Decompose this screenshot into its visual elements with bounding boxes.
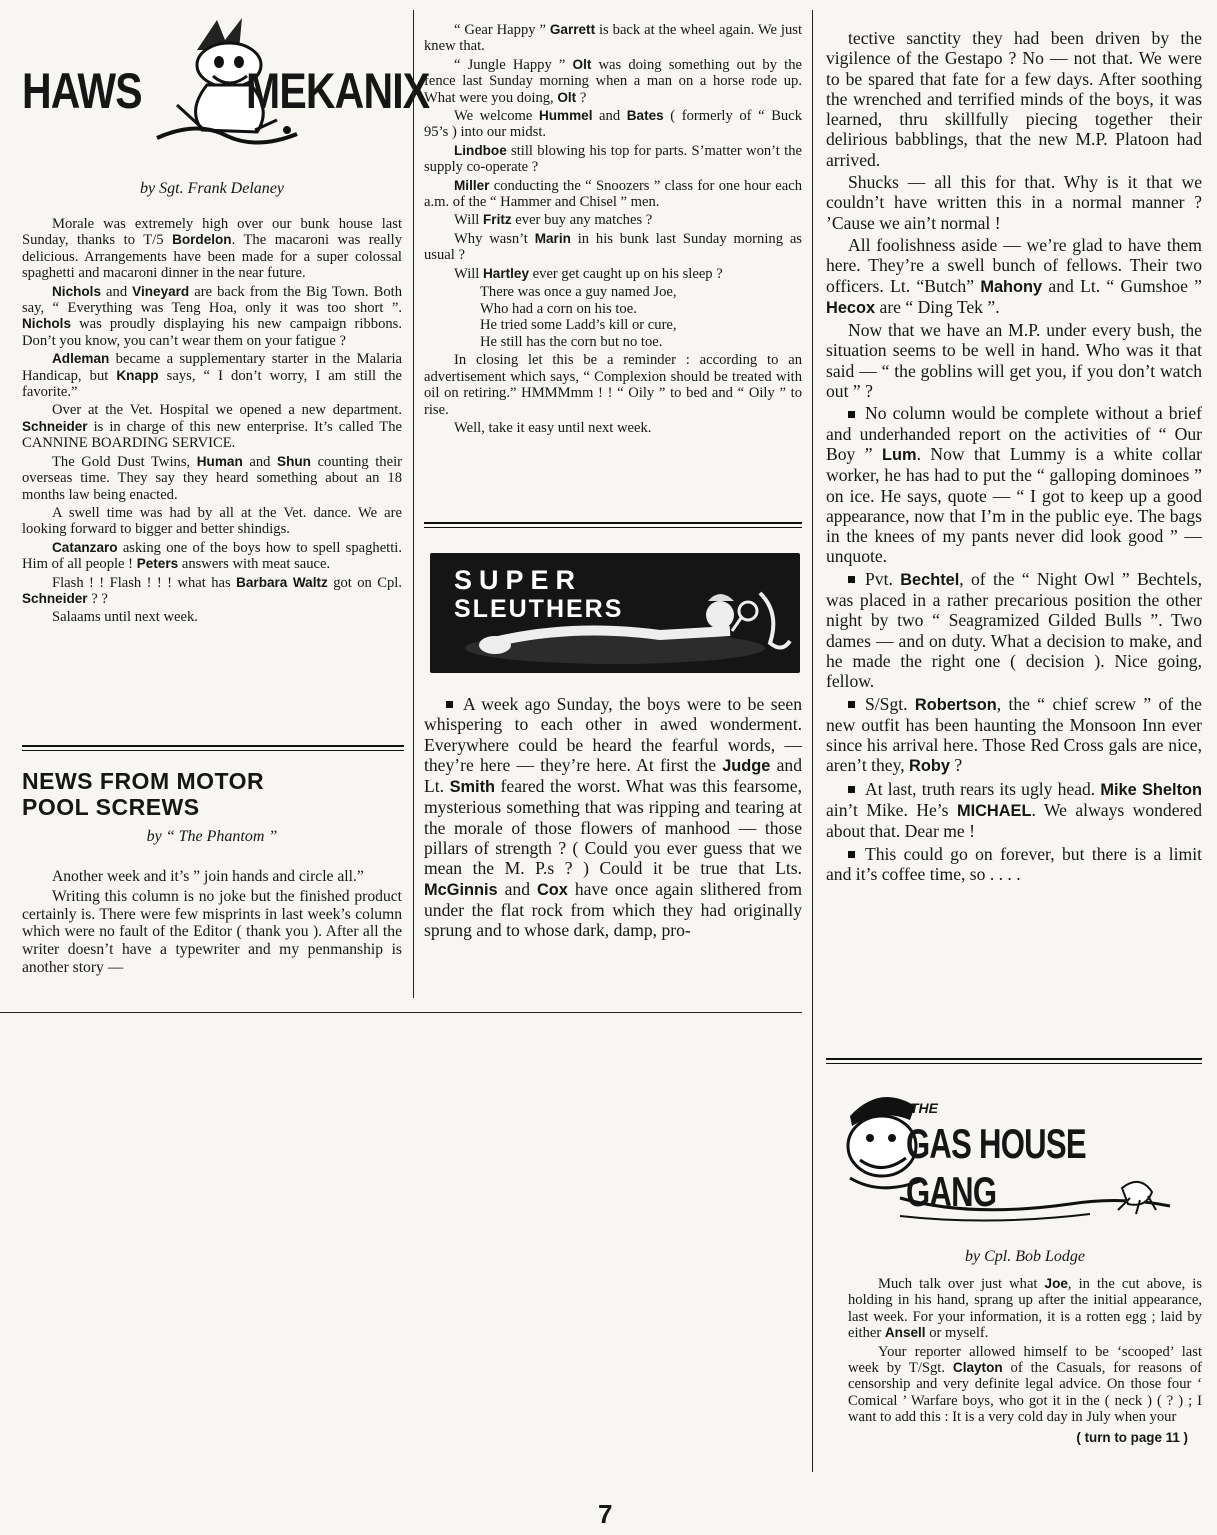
text-run: in his bunk last Sunday morning as usual ? — [424, 230, 802, 264]
text-run: A swell time was had by all at the Vet. dance. We are looking forward to bigger and better shindigs. — [22, 504, 402, 538]
article-paragraph — [424, 420, 802, 436]
bold-name: Lindboe — [454, 142, 507, 158]
article-paragraph — [424, 143, 802, 176]
text-run: “ Jungle Happy ” — [454, 56, 573, 73]
text-run: became a supplementary starter in the Malaria Handicap, but — [22, 351, 402, 384]
bold-name: Catanzaro — [52, 539, 118, 555]
super-sleuthers-banner — [430, 553, 800, 673]
text-run: We welcome — [454, 108, 539, 125]
text-run: Shucks — all this for that. Why is it that we couldn’t have written this in a normal manner ? ’Cause we ain’t normal ! — [826, 172, 1202, 233]
article-paragraph — [424, 266, 802, 282]
text-run: feared the worst. What was this fearsome, mysterious something that was ripping and tearing at the morale of those flowers of manhood — those pillars of strength ? ( Could you ever guess that we mean the M. P.s ? ) Could it be true that Lts. — [424, 776, 803, 879]
bold-name: Bordelon — [172, 232, 232, 248]
text-run: and Lt. “ Gumshoe ” — [1042, 275, 1202, 296]
bold-name: Barbara Waltz — [236, 574, 328, 590]
article-paragraph — [22, 505, 402, 538]
bold-name: Roby — [909, 757, 950, 776]
text-run: ? — [576, 89, 587, 106]
article-paragraph — [424, 212, 802, 228]
article-paragraph — [22, 888, 402, 977]
bold-name: Bechtel — [900, 570, 960, 589]
bold-name: Smith — [449, 778, 496, 797]
poem-line: He tried some Ladd’s kill or cure, — [480, 317, 677, 334]
article-paragraph — [848, 1276, 1202, 1342]
text-run: of the Casuals, for reasons of censorship and very definite legal advice. On those four ‘ Comical ’ Warfare boys, who got it in the ( neck ) ( ? ) ; I want to add this : It is a very cold day in July when your — [848, 1360, 1202, 1426]
article-paragraph — [22, 609, 402, 625]
article-paragraph — [22, 402, 402, 451]
col2-article-body-closing — [424, 352, 802, 436]
article-paragraph — [22, 575, 402, 608]
bold-name: Joe — [1044, 1276, 1068, 1291]
sleuthers-section — [424, 694, 802, 943]
article-paragraph — [826, 28, 1202, 170]
poem-line: He still has the corn but no toe. — [480, 333, 663, 350]
page-bottom-rule — [0, 1012, 802, 1013]
bold-name: Hecox — [826, 298, 876, 317]
text-run: is back at the wheel again. We just knew that. — [424, 22, 802, 55]
text-run: ain’t Mike. He’s — [826, 799, 957, 820]
motorpool-headline-line-1: NEWS FROM MOTOR — [22, 768, 265, 794]
text-run: At last, truth rears its ugly head. — [865, 778, 1101, 799]
bold-name: Nichols — [52, 283, 101, 299]
text-run: ? — [949, 755, 963, 776]
turn-to-page-link[interactable]: ( turn to page 11 ) — [1076, 1429, 1188, 1445]
column-divider-2 — [812, 10, 813, 1472]
article-paragraph — [22, 284, 402, 350]
text-run: S/Sgt. — [865, 693, 915, 714]
gashouse-section — [848, 1248, 1202, 1445]
motorpool-section — [22, 768, 402, 979]
text-run: ? ? — [87, 590, 108, 607]
text-run: are “ Ding Tek ”. — [875, 296, 1000, 317]
section-divider-rule — [424, 522, 802, 528]
bold-name: Peters — [136, 556, 179, 572]
text-run: or myself. — [925, 1325, 989, 1342]
sleuthers-article-body — [424, 694, 802, 941]
text-run: says, “ I don’t worry, I am still the favorite.” — [22, 367, 402, 401]
bold-name: Shun — [277, 453, 311, 469]
text-run: and — [592, 108, 627, 125]
text-run: , of the “ Night Owl ” Bechtels, was placed in a rather precarious position the other night by two “ Seagramized Gilded Bulls ”. Two dames — and on duty. What a decision to make, and he made the right one ( decision ). Nice going, fellow. — [826, 568, 1202, 692]
column-divider-1 — [413, 10, 414, 998]
article-paragraph — [826, 694, 1202, 777]
gas-house-gang-banner — [830, 1080, 1200, 1230]
banner-word-sleuthers: SLEUTHERS — [454, 595, 624, 623]
col2-poem — [424, 284, 802, 350]
bold-name: Hummel — [538, 108, 593, 124]
haws-article-body — [22, 216, 402, 626]
bold-name: Schneider — [22, 418, 88, 434]
article-paragraph — [22, 540, 402, 573]
bullet-square-icon — [446, 701, 453, 708]
text-run: All foolishness aside — we’re glad to have them here. They’re a swell bunch of fellows. Their two officers. Lt. “Butch” — [826, 234, 1202, 296]
text-run: Will — [454, 265, 484, 282]
article-paragraph — [826, 320, 1202, 401]
bold-name: Cox — [536, 880, 568, 899]
poem-line: Who had a corn on his toe. — [480, 300, 637, 317]
text-run: was proudly displaying his new campaign ribbons. Don’t you know, you can’t wear them on your fatigue ? — [22, 316, 402, 349]
text-run: Over at the Vet. Hospital we opened a new department. — [52, 402, 402, 419]
text-run: answers with meat sauce. — [178, 556, 331, 573]
article-paragraph — [424, 108, 802, 141]
text-run: Flash ! ! Flash ! ! ! what has — [52, 574, 237, 591]
bullet-square-icon — [848, 786, 855, 793]
text-run: A week ago Sunday, the boys were to be seen whispering to each other in awed wonderment. Everywhere could be heard the fearful words, — they’re here — they’re here. At first the — [424, 694, 802, 775]
text-run: In closing let this be a reminder : according to an advertisement which says, “ Complexion should be treated with oil on retiring.” HMMMmm ! ! “ Oily ” to bed and “ Oily ” to rise. — [424, 352, 802, 418]
bullet-square-icon — [848, 411, 855, 418]
article-paragraph — [826, 569, 1202, 692]
bold-name: Lum — [882, 445, 917, 464]
article-paragraph — [22, 216, 402, 282]
masthead-word-mekanix: MEKANIX — [246, 63, 430, 119]
text-run: Pvt. — [865, 568, 901, 589]
article-paragraph — [848, 1344, 1202, 1426]
bold-name: MICHAEL — [956, 801, 1032, 820]
column-2 — [424, 22, 802, 439]
text-run: No column would be complete without a brief and underhanded report on the activities of “ Our Boy ” — [826, 403, 1202, 464]
banner-word-the: THE — [910, 1100, 938, 1116]
article-paragraph — [826, 844, 1202, 885]
text-run: “ Gear Happy ” — [454, 22, 550, 38]
text-run: ever get caught up on his sleep ? — [529, 265, 723, 282]
bold-name: Fritz — [483, 212, 512, 228]
detective-with-magnifier-icon — [430, 553, 800, 673]
bold-name: Bates — [626, 108, 664, 124]
bold-name: Robertson — [914, 695, 997, 714]
banner-word-super: SUPER — [454, 565, 583, 595]
text-run: . Now that Lummy is a white collar worker, he has had to put the “ galloping dominoes ” on ice. He says, quote — “ I got to keep up a good appearance, now that I’m in the public eye. The bags in the knees of my pants never did look good ” — unquote. — [826, 443, 1202, 567]
text-run: Will — [454, 212, 484, 229]
text-run: asking one of the boys how to spell spaghetti. Him of all people ! — [22, 539, 402, 573]
text-run: conducting the “ Snoozers ” class for one hour each a.m. of the “ Hammer and Chisel ” men. — [424, 177, 802, 211]
gashouse-byline: by Cpl. Bob Lodge — [965, 1248, 1085, 1265]
bullet-square-icon — [848, 851, 855, 858]
bold-name: Nichols — [22, 316, 71, 332]
article-paragraph — [424, 57, 802, 106]
column-3 — [826, 28, 1202, 886]
haws-byline: by Sgt. Frank Delaney — [140, 180, 284, 197]
poem-line: There was once a guy named Joe, — [480, 284, 677, 301]
bold-name: Miller — [454, 177, 490, 193]
bold-name: Marin — [534, 230, 571, 246]
text-run: have once again slithered from under the flat rock from which they had originally sprung and to whose dark, damp, pro- — [424, 878, 803, 941]
bullet-square-icon — [848, 701, 855, 708]
bold-name: Olt — [557, 89, 577, 105]
bold-name: Mahony — [980, 277, 1043, 296]
text-run: Morale was extremely high over our bunk house last Sunday, thanks to T/5 — [22, 216, 402, 249]
text-run: Why wasn’t — [454, 230, 535, 247]
text-run: was doing something out by the fence last Sunday morning when a man on a horse rode up. What were you doing, — [424, 56, 802, 106]
text-run: Your reporter allowed himself to be ‘scooped’ last week by T/Sgt. — [848, 1343, 1202, 1377]
text-run: ever buy any matches ? — [511, 212, 653, 229]
text-run: Writing this column is no joke but the finished product certainly is. There were few misprints in last week’s column which were no fault of the Editor ( thank you ). After all the writer doesn’t have a typewriter and my penmanship is another story — — [22, 887, 402, 976]
article-paragraph — [22, 351, 402, 400]
bold-name: Schneider — [22, 590, 88, 606]
col2-article-body — [424, 22, 802, 282]
text-run: and — [497, 878, 537, 899]
bold-name: Adleman — [52, 351, 110, 367]
bullet-square-icon — [848, 576, 855, 583]
bold-name: Vineyard — [132, 283, 190, 299]
article-paragraph — [826, 403, 1202, 566]
text-run: Another week and it’s ” join hands and circle all.” — [52, 868, 364, 885]
text-run: is in charge of this new enterprise. It’s called The CANNINE BOARDING SERVICE. — [22, 418, 402, 452]
bold-name: McGinnis — [424, 880, 498, 899]
text-run: got on Cpl. — [327, 574, 402, 591]
text-run: counting their overseas time. They say they heard something about an 18 months law being enacted. — [22, 453, 402, 503]
article-paragraph — [826, 779, 1202, 842]
text-run: and — [101, 283, 133, 300]
text-run: . The macaroni was really delicious. Arrangements have been made for a super colossal spaghetti and macaroni dinner in the near future. — [22, 232, 402, 282]
masthead-word-haws: HAWS — [22, 63, 142, 119]
col3-article-body — [826, 28, 1202, 884]
gashouse-article-body — [848, 1276, 1202, 1426]
text-run: Well, take it easy until next week. — [454, 420, 652, 437]
column-1 — [22, 10, 430, 628]
bold-name: Knapp — [116, 367, 159, 383]
text-run: tective sanctity they had been driven by the vigilence of the Gestapo ? No — not that. We were to be spared that fate for a few days. After soothing the wrenched and terrified minds of the boys, it was learned, thru skillfully piecing together their delirious babblings, that the new M.P. Platoon had arrived. — [826, 28, 1202, 170]
bold-name: Olt — [572, 56, 592, 72]
motorpool-byline: by “ The Phantom ” — [146, 828, 278, 845]
section-divider-rule — [826, 1058, 1202, 1064]
text-run: Now that we have an M.P. under every bush, the situation seems to be well in hand. Who was it that said — “ the goblins will get you, if you don’t watch out ” ? — [826, 320, 1202, 402]
text-run: , in the cut above, is holding in his hand, sprang up after the initial appearance, last week. For your information, it is a rotten egg ; laid by either — [848, 1276, 1202, 1342]
motorpool-headline-line-2: POOL SCREWS — [22, 794, 200, 820]
text-run: are back from the Big Town. Both say, “ Everything was Teng Hoa, only it was too short ”. — [22, 283, 402, 317]
section-divider-rule — [22, 745, 404, 751]
text-run: The Gold Dust Twins, — [52, 453, 197, 470]
text-run: Much talk over just what — [878, 1276, 1045, 1292]
article-paragraph — [424, 178, 802, 211]
text-run: ( formerly of “ Buck 95’s ) into our midst. — [424, 108, 802, 141]
haws-mekanix-masthead — [22, 10, 430, 158]
article-paragraph — [424, 22, 802, 55]
bold-name: Garrett — [549, 22, 596, 37]
article-paragraph — [424, 231, 802, 264]
article-paragraph — [424, 352, 802, 418]
text-run: and — [242, 453, 278, 470]
bold-name: Clayton — [952, 1360, 1003, 1376]
bold-name: Mike Shelton — [1100, 780, 1202, 799]
bold-name: Human — [196, 453, 243, 469]
text-run: Salaams until next week. — [52, 609, 198, 626]
article-paragraph — [826, 235, 1202, 318]
article-paragraph — [826, 172, 1202, 233]
text-run: This could go on forever, but there is a limit and it’s coffee time, so . . . . — [826, 843, 1202, 884]
page-number: 7 — [598, 1499, 613, 1529]
article-paragraph — [22, 454, 402, 503]
bold-name: Hartley — [483, 265, 530, 281]
banner-title-gas-house-gang: GAS HOUSE GANG — [906, 1120, 1086, 1215]
bold-name: Judge — [722, 756, 771, 775]
text-run: . We always wondered about that. Dear me ! — [826, 799, 1202, 842]
text-run: and Lt. — [424, 754, 802, 797]
text-run: still blowing his top for parts. S’matter won’t the supply co-operate ? — [424, 142, 802, 176]
bold-name: Ansell — [884, 1325, 926, 1341]
motorpool-article-body — [22, 868, 402, 977]
article-paragraph — [424, 694, 802, 941]
text-run: , the “ chief screw ” of the new outfit has been haunting the Monsoon Inn ever since his arrival here. Those Red Cross gals are nice, aren’t they, — [826, 693, 1202, 776]
hand-holding-egg-icon — [890, 1168, 1190, 1228]
article-paragraph — [22, 868, 402, 886]
